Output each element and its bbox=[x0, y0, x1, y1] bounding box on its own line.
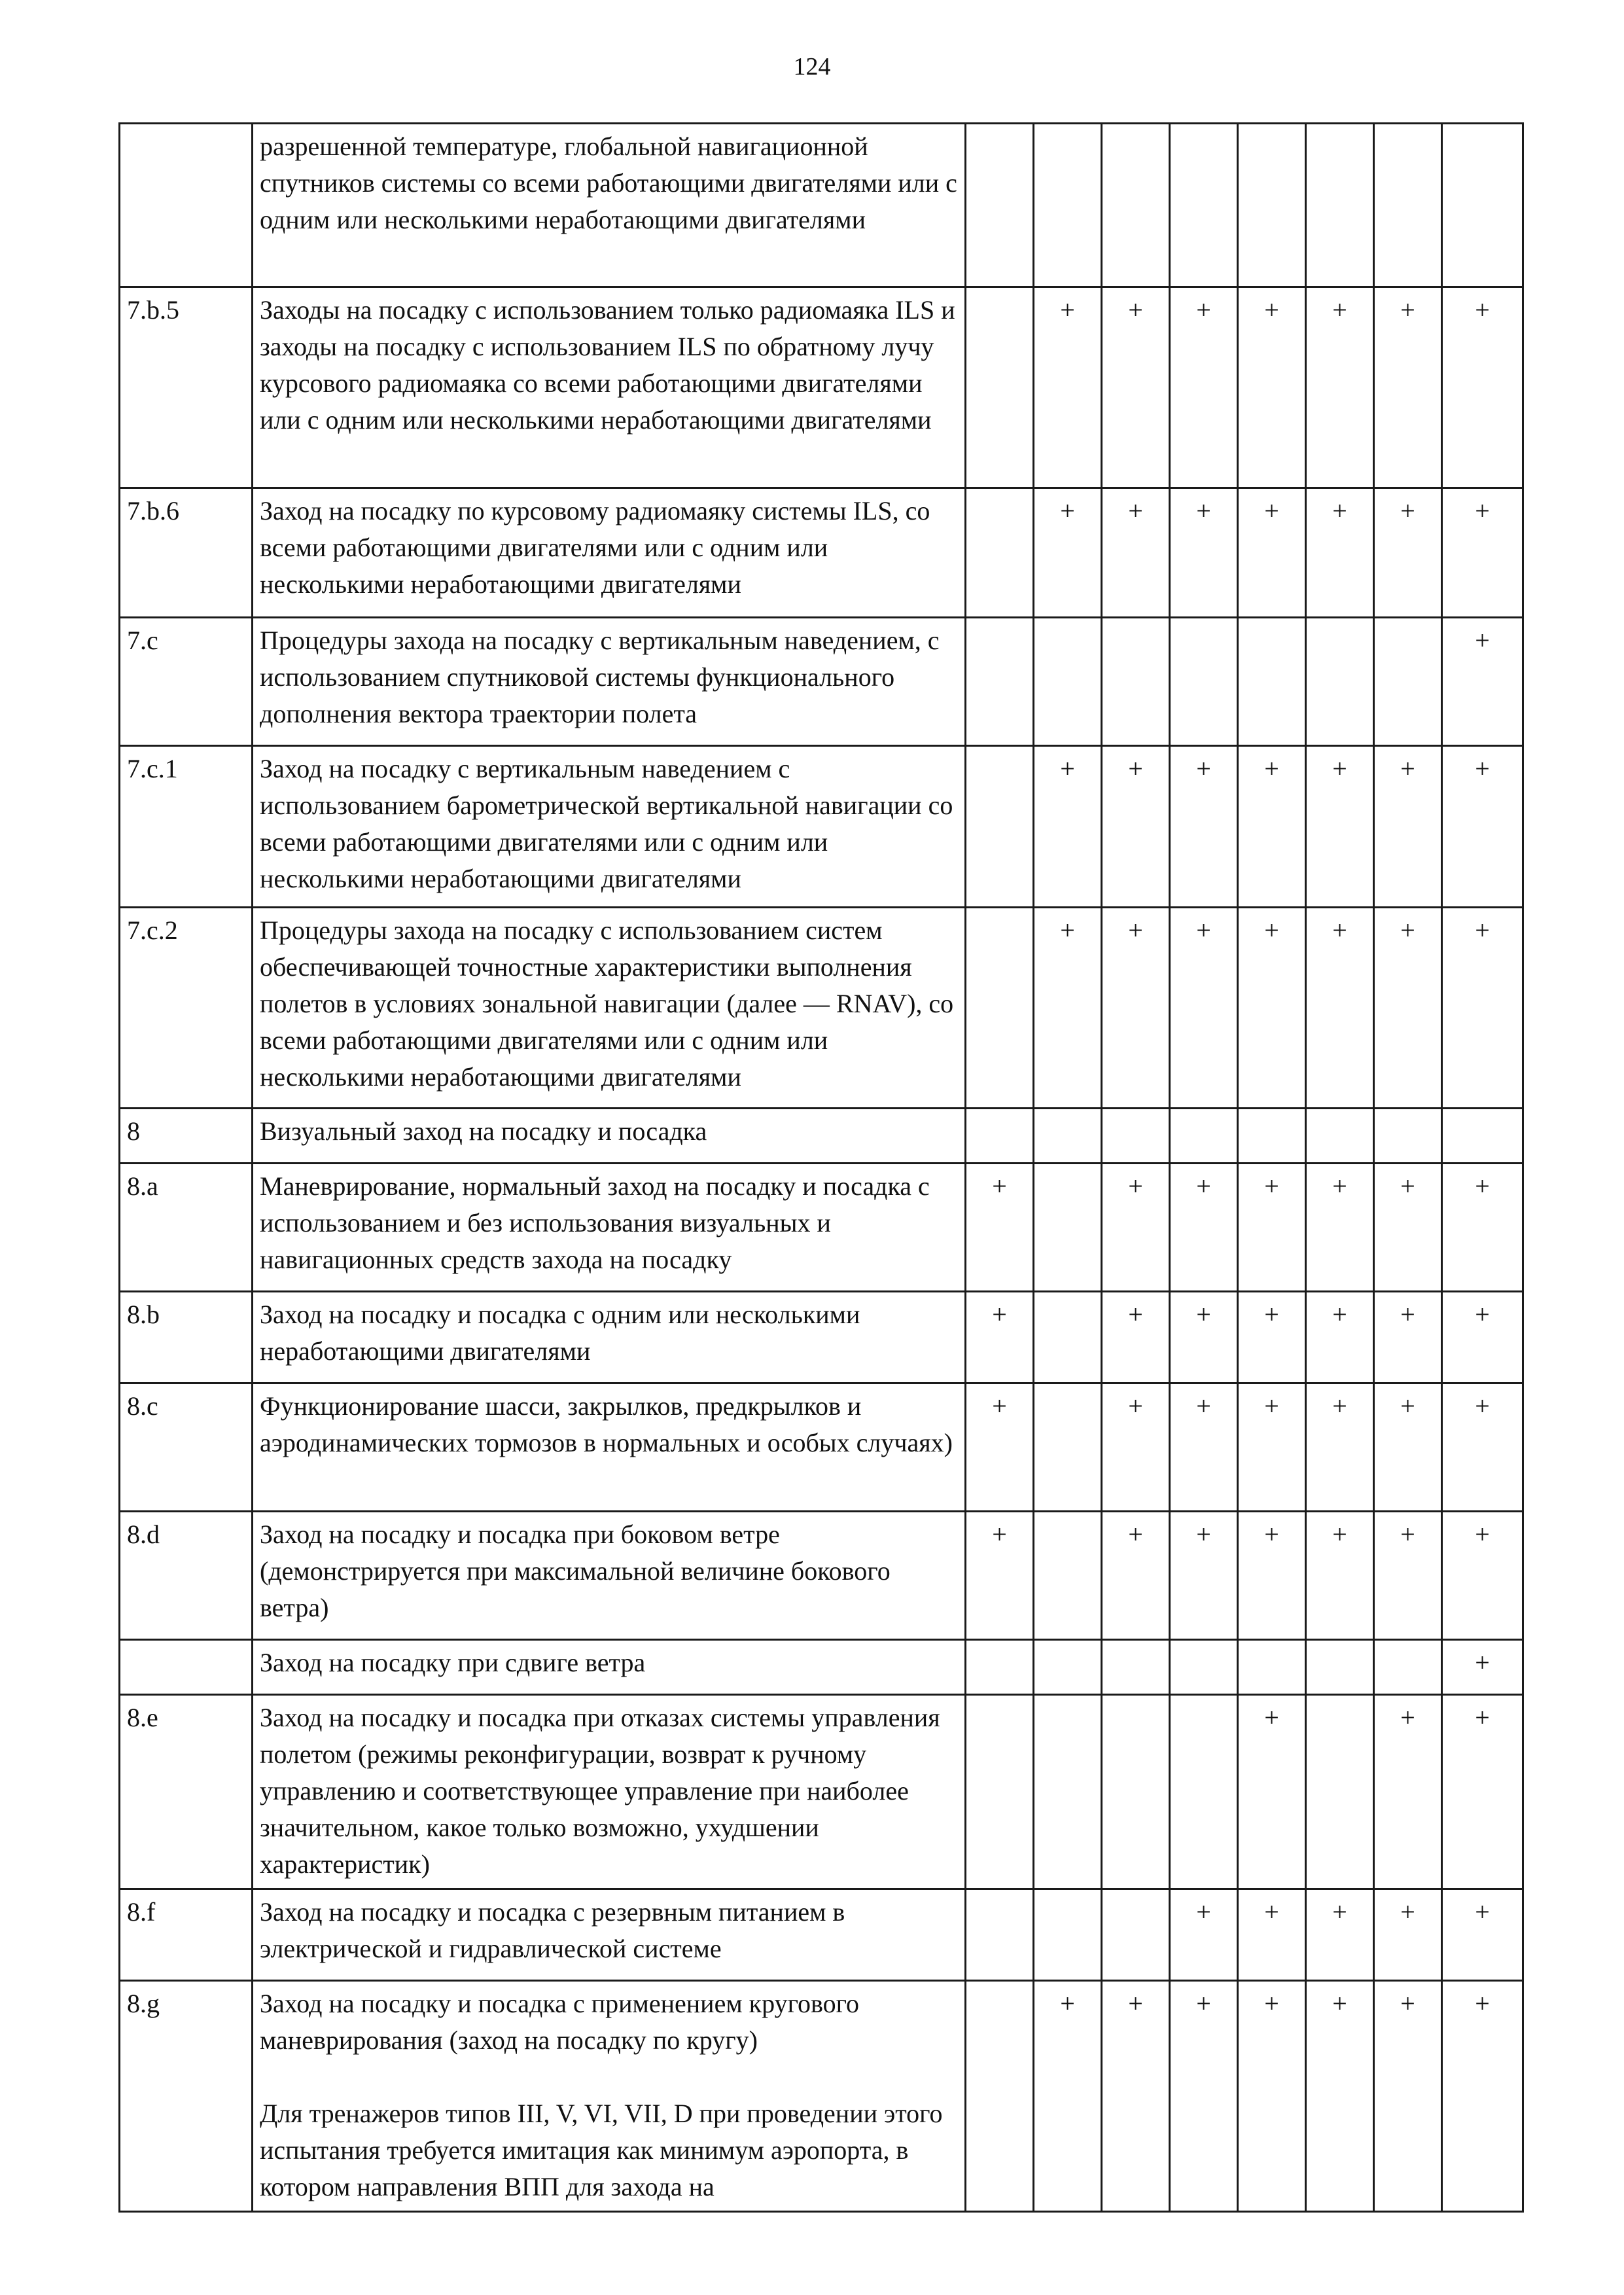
mark-cell-7: + bbox=[1374, 1512, 1442, 1640]
row-number: 8.g bbox=[120, 1981, 253, 2212]
mark-cell-7: + bbox=[1374, 1383, 1442, 1512]
mark-cell-7 bbox=[1374, 1109, 1442, 1164]
table-row bbox=[120, 124, 1523, 287]
row-number: 7.b.6 bbox=[120, 488, 253, 618]
mark-cell-3 bbox=[1102, 1109, 1170, 1164]
mark-cell-1: + bbox=[966, 1383, 1034, 1512]
row-description bbox=[253, 908, 966, 1109]
row-number: 8.a bbox=[120, 1164, 253, 1292]
mark-cell-6: + bbox=[1306, 1889, 1374, 1981]
mark-cell-8: + bbox=[1442, 1695, 1523, 1889]
page-number: 124 bbox=[793, 53, 831, 80]
mark-cell-1 bbox=[966, 618, 1034, 746]
description-paragraph: Заход на посадку по курсовому радиомаяку системы ILS, со всеми работающими двигателями или с одним или несколькими неработающими двигателями bbox=[260, 496, 930, 599]
mark-cell-5: + bbox=[1238, 287, 1306, 488]
mark-cell-4: + bbox=[1170, 287, 1238, 488]
mark-cell-5: + bbox=[1238, 1292, 1306, 1383]
row-number: 8.d bbox=[120, 1512, 253, 1640]
mark-cell-1 bbox=[966, 1109, 1034, 1164]
mark-cell-5 bbox=[1238, 1640, 1306, 1695]
description-paragraph: Процедуры захода на посадку с вертикальным наведением, с использованием спутниковой системы функционального дополнения вектора траектории полета bbox=[260, 626, 940, 728]
mark-cell-6 bbox=[1306, 124, 1374, 287]
mark-cell-4: + bbox=[1170, 1889, 1238, 1981]
mark-cell-2: + bbox=[1034, 287, 1102, 488]
mark-cell-8: + bbox=[1442, 746, 1523, 908]
mark-cell-8: + bbox=[1442, 618, 1523, 746]
row-description bbox=[253, 1889, 966, 1981]
mark-cell-4 bbox=[1170, 618, 1238, 746]
row-number: 7.c.2 bbox=[120, 908, 253, 1109]
row-description bbox=[253, 1164, 966, 1292]
description-paragraph: Заход на посадку и посадка с одним или несколькими неработающими двигателями bbox=[260, 1300, 860, 1366]
description-paragraph: Заход на посадку с вертикальным наведением с использованием барометрической вертикальной навигации со всеми работающими двигателями или с одним или несколькими неработающими двигателями bbox=[260, 754, 953, 893]
row-number: 8 bbox=[120, 1109, 253, 1164]
mark-cell-3: + bbox=[1102, 1383, 1170, 1512]
mark-cell-2 bbox=[1034, 1292, 1102, 1383]
mark-cell-5: + bbox=[1238, 1164, 1306, 1292]
table-row bbox=[120, 1383, 1523, 1512]
mark-cell-5: + bbox=[1238, 1981, 1306, 2212]
row-number: 8.e bbox=[120, 1695, 253, 1889]
mark-cell-1 bbox=[966, 124, 1034, 287]
mark-cell-3 bbox=[1102, 1640, 1170, 1695]
mark-cell-1: + bbox=[966, 1512, 1034, 1640]
mark-cell-5: + bbox=[1238, 1512, 1306, 1640]
mark-cell-2 bbox=[1034, 1109, 1102, 1164]
row-number bbox=[120, 1640, 253, 1695]
mark-cell-6 bbox=[1306, 1695, 1374, 1889]
mark-cell-4: + bbox=[1170, 908, 1238, 1109]
requirements-table bbox=[118, 122, 1524, 2213]
mark-cell-3: + bbox=[1102, 1164, 1170, 1292]
mark-cell-5 bbox=[1238, 1109, 1306, 1164]
mark-cell-5 bbox=[1238, 124, 1306, 287]
row-number: 8.f bbox=[120, 1889, 253, 1981]
row-description bbox=[253, 488, 966, 618]
mark-cell-3: + bbox=[1102, 287, 1170, 488]
mark-cell-6: + bbox=[1306, 488, 1374, 618]
mark-cell-3: + bbox=[1102, 1512, 1170, 1640]
table-row bbox=[120, 1109, 1523, 1164]
description-paragraph: разрешенной температуре, глобальной навигационной спутников системы со всеми работающими двигателями или с одним или несколькими неработающими двигателями bbox=[260, 132, 957, 234]
mark-cell-6: + bbox=[1306, 908, 1374, 1109]
mark-cell-1 bbox=[966, 488, 1034, 618]
row-description bbox=[253, 1640, 966, 1695]
description-paragraph: Функционирование шасси, закрылков, предкрылков и аэродинамических тормозов в нормальных и особых случаях) bbox=[260, 1391, 953, 1457]
row-number: 8.b bbox=[120, 1292, 253, 1383]
mark-cell-8: + bbox=[1442, 287, 1523, 488]
table-row bbox=[120, 618, 1523, 746]
mark-cell-5: + bbox=[1238, 908, 1306, 1109]
mark-cell-8: + bbox=[1442, 1292, 1523, 1383]
mark-cell-2 bbox=[1034, 1695, 1102, 1889]
mark-cell-6: + bbox=[1306, 1512, 1374, 1640]
description-paragraph: Заход на посадку и посадка с резервным питанием в электрической и гидравлической системе bbox=[260, 1897, 845, 1963]
mark-cell-2 bbox=[1034, 1512, 1102, 1640]
mark-cell-6 bbox=[1306, 618, 1374, 746]
mark-cell-4: + bbox=[1170, 1383, 1238, 1512]
mark-cell-7: + bbox=[1374, 1164, 1442, 1292]
mark-cell-6: + bbox=[1306, 1292, 1374, 1383]
mark-cell-4: + bbox=[1170, 1512, 1238, 1640]
row-description bbox=[253, 1512, 966, 1640]
table-row bbox=[120, 746, 1523, 908]
table-row bbox=[120, 488, 1523, 618]
table-row bbox=[120, 1292, 1523, 1383]
table-row bbox=[120, 1981, 1523, 2212]
table-row bbox=[120, 287, 1523, 488]
mark-cell-1 bbox=[966, 908, 1034, 1109]
mark-cell-4: + bbox=[1170, 1981, 1238, 2212]
row-number: 7.c.1 bbox=[120, 746, 253, 908]
mark-cell-6: + bbox=[1306, 1164, 1374, 1292]
mark-cell-1: + bbox=[966, 1292, 1034, 1383]
mark-cell-8: + bbox=[1442, 1383, 1523, 1512]
mark-cell-7: + bbox=[1374, 1292, 1442, 1383]
table-row bbox=[120, 1164, 1523, 1292]
mark-cell-2 bbox=[1034, 1640, 1102, 1695]
description-paragraph: Заход на посадку и посадка с применением кругового маневрирования (заход на посадку по кругу) bbox=[260, 1989, 859, 2055]
mark-cell-2 bbox=[1034, 1383, 1102, 1512]
mark-cell-2: + bbox=[1034, 908, 1102, 1109]
row-description bbox=[253, 1383, 966, 1512]
mark-cell-1 bbox=[966, 1981, 1034, 2212]
description-paragraph: Визуальный заход на посадку и посадка bbox=[260, 1116, 707, 1146]
mark-cell-8: + bbox=[1442, 908, 1523, 1109]
mark-cell-7: + bbox=[1374, 1695, 1442, 1889]
mark-cell-2 bbox=[1034, 1889, 1102, 1981]
row-number: 8.c bbox=[120, 1383, 253, 1512]
mark-cell-4: + bbox=[1170, 488, 1238, 618]
description-paragraph: Заход на посадку и посадка при боковом ветре (демонстрируется при максимальной величине бокового ветра) bbox=[260, 1520, 891, 1622]
mark-cell-7 bbox=[1374, 124, 1442, 287]
table-row bbox=[120, 908, 1523, 1109]
row-description bbox=[253, 124, 966, 287]
description-paragraph: Заход на посадку при сдвиге ветра bbox=[260, 1648, 646, 1677]
table-row bbox=[120, 1512, 1523, 1640]
mark-cell-3 bbox=[1102, 124, 1170, 287]
mark-cell-7 bbox=[1374, 1640, 1442, 1695]
mark-cell-8: + bbox=[1442, 1164, 1523, 1292]
mark-cell-6 bbox=[1306, 1109, 1374, 1164]
mark-cell-5: + bbox=[1238, 488, 1306, 618]
mark-cell-2: + bbox=[1034, 488, 1102, 618]
mark-cell-4: + bbox=[1170, 746, 1238, 908]
row-description bbox=[253, 1981, 966, 2212]
mark-cell-7: + bbox=[1374, 1889, 1442, 1981]
row-number: 7.c bbox=[120, 618, 253, 746]
mark-cell-5: + bbox=[1238, 1889, 1306, 1981]
description-paragraph: Заходы на посадку с использованием только радиомаяка ILS и заходы на посадку с использованием ILS по обратному лучу курсового радиомаяка со всеми работающими двигателями или с одним или несколькими неработающими двигателями bbox=[260, 295, 955, 435]
mark-cell-2: + bbox=[1034, 1981, 1102, 2212]
mark-cell-2 bbox=[1034, 124, 1102, 287]
mark-cell-3: + bbox=[1102, 1981, 1170, 2212]
mark-cell-3 bbox=[1102, 1695, 1170, 1889]
mark-cell-8: + bbox=[1442, 1981, 1523, 2212]
table-body bbox=[120, 124, 1523, 2212]
mark-cell-8: + bbox=[1442, 488, 1523, 618]
mark-cell-6 bbox=[1306, 1640, 1374, 1695]
mark-cell-3 bbox=[1102, 1889, 1170, 1981]
mark-cell-1 bbox=[966, 1695, 1034, 1889]
mark-cell-4 bbox=[1170, 1109, 1238, 1164]
table-row bbox=[120, 1695, 1523, 1889]
mark-cell-5: + bbox=[1238, 1695, 1306, 1889]
mark-cell-3: + bbox=[1102, 908, 1170, 1109]
mark-cell-8: + bbox=[1442, 1640, 1523, 1695]
mark-cell-7: + bbox=[1374, 488, 1442, 618]
mark-cell-1 bbox=[966, 1640, 1034, 1695]
mark-cell-2: + bbox=[1034, 746, 1102, 908]
row-number bbox=[120, 124, 253, 287]
mark-cell-1 bbox=[966, 287, 1034, 488]
mark-cell-6: + bbox=[1306, 746, 1374, 908]
row-description bbox=[253, 1695, 966, 1889]
mark-cell-1 bbox=[966, 746, 1034, 908]
mark-cell-6: + bbox=[1306, 1383, 1374, 1512]
mark-cell-4 bbox=[1170, 1695, 1238, 1889]
mark-cell-1 bbox=[966, 1889, 1034, 1981]
mark-cell-3: + bbox=[1102, 746, 1170, 908]
description-paragraph: Заход на посадку и посадка при отказах системы управления полетом (режимы реконфигурации, возврат к ручному управлению и соответствующее управление при наиболее значительном, какое только возможно, ухудшении характеристик) bbox=[260, 1703, 940, 1879]
mark-cell-6: + bbox=[1306, 1981, 1374, 2212]
row-description bbox=[253, 1109, 966, 1164]
mark-cell-4: + bbox=[1170, 1292, 1238, 1383]
description-paragraph: Для тренажеров типов III, V, VI, VII, D при проведении этого испытания требуется имитация как минимум аэропорта, в котором направления ВПП для захода на bbox=[260, 2099, 943, 2201]
mark-cell-4: + bbox=[1170, 1164, 1238, 1292]
mark-cell-8 bbox=[1442, 124, 1523, 287]
mark-cell-8: + bbox=[1442, 1889, 1523, 1981]
mark-cell-7: + bbox=[1374, 908, 1442, 1109]
row-description bbox=[253, 287, 966, 488]
description-paragraph: Процедуры захода на посадку с использованием систем обеспечивающей точностные характеристики выполнения полетов в условиях зональной навигации (далее — RNAV), со всеми работающими двигателями или с одним или несколькими неработающими двигателями bbox=[260, 916, 954, 1092]
row-description bbox=[253, 1292, 966, 1383]
mark-cell-5: + bbox=[1238, 1383, 1306, 1512]
mark-cell-1: + bbox=[966, 1164, 1034, 1292]
mark-cell-5 bbox=[1238, 618, 1306, 746]
row-number: 7.b.5 bbox=[120, 287, 253, 488]
mark-cell-7 bbox=[1374, 618, 1442, 746]
mark-cell-3: + bbox=[1102, 1292, 1170, 1383]
mark-cell-2 bbox=[1034, 1164, 1102, 1292]
table-row bbox=[120, 1889, 1523, 1981]
mark-cell-7: + bbox=[1374, 746, 1442, 908]
mark-cell-5: + bbox=[1238, 746, 1306, 908]
mark-cell-4 bbox=[1170, 124, 1238, 287]
mark-cell-7: + bbox=[1374, 1981, 1442, 2212]
table-row bbox=[120, 1640, 1523, 1695]
mark-cell-8 bbox=[1442, 1109, 1523, 1164]
mark-cell-8: + bbox=[1442, 1512, 1523, 1640]
description-paragraph: Маневрирование, нормальный заход на посадку и посадка с использованием и без использования визуальных и навигационных средств захода на посадку bbox=[260, 1171, 930, 1274]
mark-cell-3 bbox=[1102, 618, 1170, 746]
mark-cell-4 bbox=[1170, 1640, 1238, 1695]
mark-cell-6: + bbox=[1306, 287, 1374, 488]
mark-cell-2 bbox=[1034, 618, 1102, 746]
row-description bbox=[253, 618, 966, 746]
row-description bbox=[253, 746, 966, 908]
mark-cell-3: + bbox=[1102, 488, 1170, 618]
mark-cell-7: + bbox=[1374, 287, 1442, 488]
